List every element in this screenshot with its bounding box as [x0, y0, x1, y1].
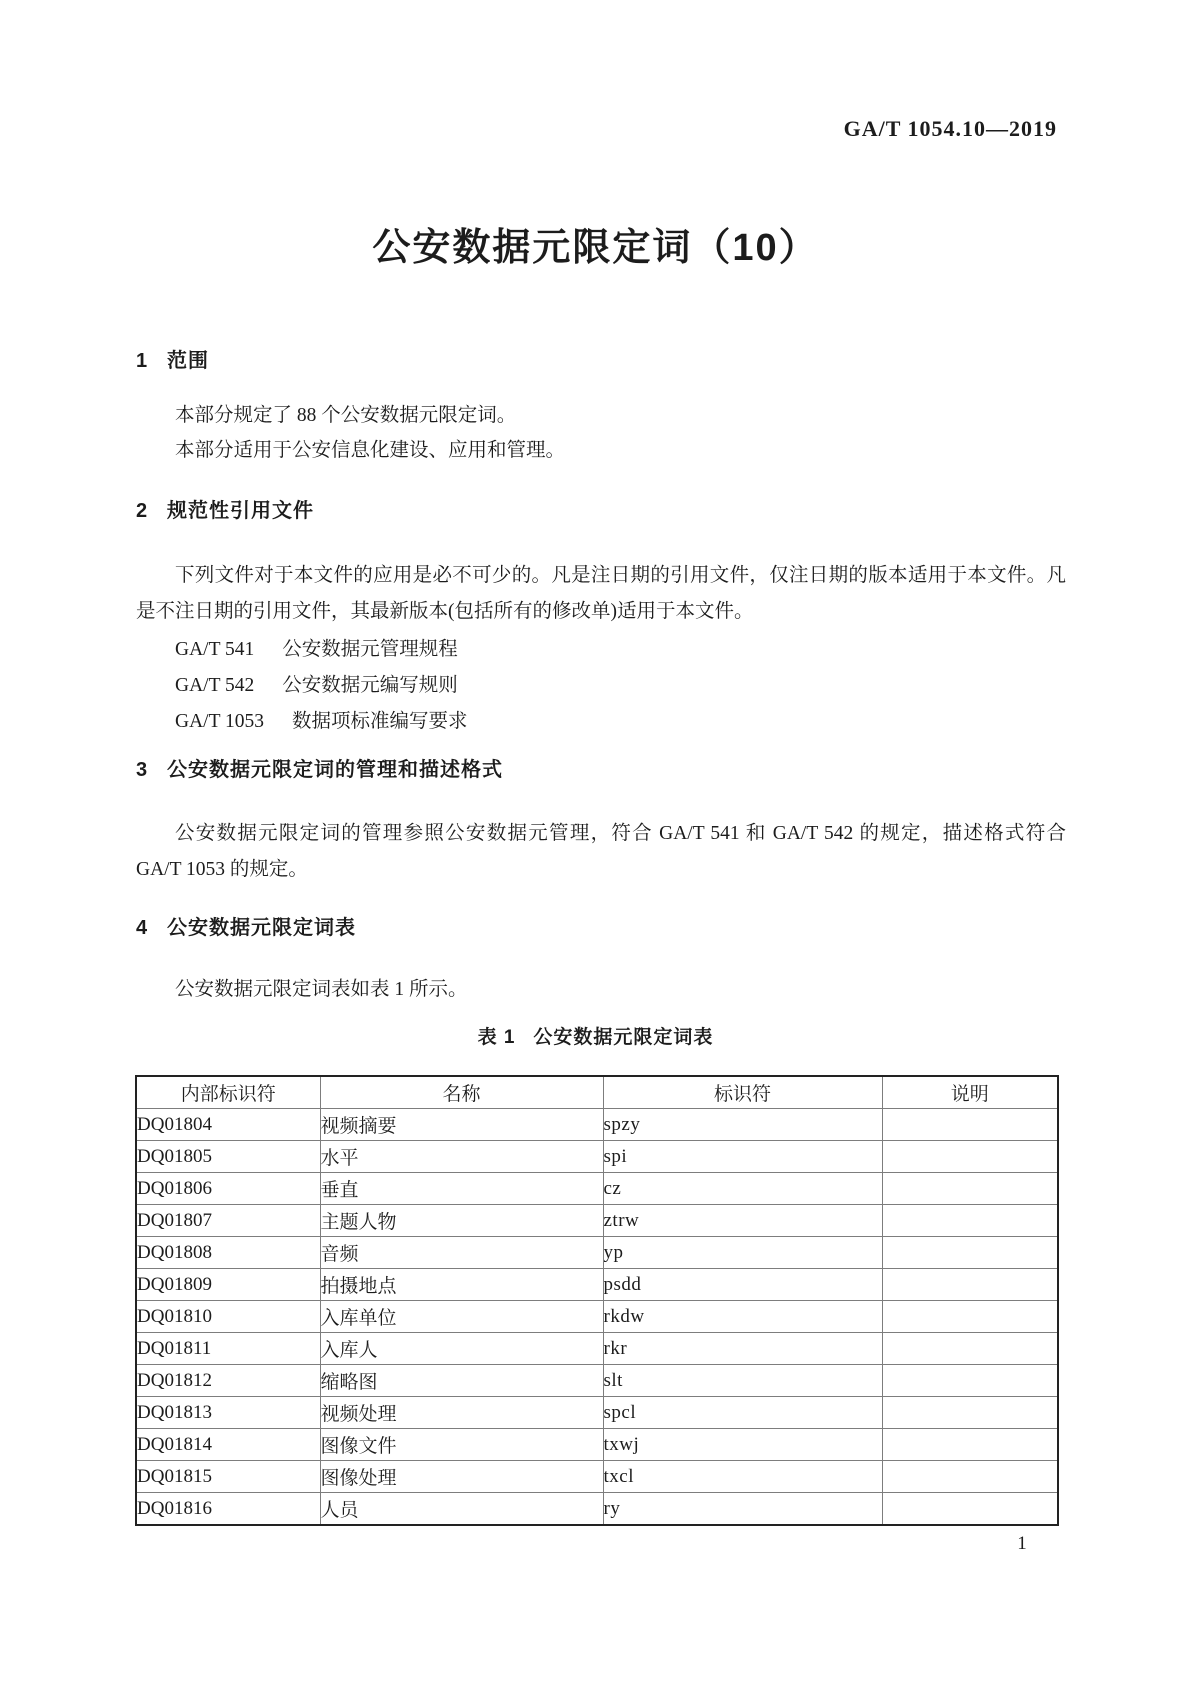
- table-caption-title: 公安数据元限定词表: [533, 1027, 714, 1048]
- cell-internal-id: DQ01811: [136, 1333, 320, 1365]
- cell-internal-id: DQ01810: [136, 1301, 320, 1333]
- table-row: [136, 1397, 1058, 1429]
- cell-identifier: spzy: [603, 1109, 882, 1141]
- cell-name: 音频: [320, 1237, 603, 1269]
- reference-item: [175, 632, 468, 668]
- section-3-heading: [136, 753, 503, 782]
- cell-name: 图像文件: [320, 1429, 603, 1461]
- paragraph: 本部分适用于公安信息化建设、应用和管理。: [175, 440, 566, 461]
- table-caption: [0, 1022, 1191, 1049]
- cell-internal-id: DQ01814: [136, 1429, 320, 1461]
- cell-note: [882, 1333, 1058, 1365]
- reference-item: [175, 668, 468, 704]
- reference-title: 数据项标准编写要求: [292, 711, 468, 732]
- table-row: [136, 1365, 1058, 1397]
- cell-identifier: psdd: [603, 1269, 882, 1301]
- section-2-heading: [136, 494, 314, 523]
- cell-name: 入库单位: [320, 1301, 603, 1333]
- reference-code: GA/T 541: [175, 639, 255, 660]
- table-header-row: [136, 1076, 1058, 1109]
- section-3-body: [136, 816, 1066, 888]
- cell-internal-id: DQ01808: [136, 1237, 320, 1269]
- paragraph: 本部分规定了 88 个公安数据元限定词。: [175, 405, 517, 426]
- table-row: [136, 1205, 1058, 1237]
- table-row: [136, 1429, 1058, 1461]
- section-3-title: 公安数据元限定词的管理和描述格式: [167, 759, 503, 781]
- cell-internal-id: DQ01813: [136, 1397, 320, 1429]
- standard-code: GA/T 1054.10—2019: [843, 116, 1057, 141]
- cell-internal-id: DQ01816: [136, 1493, 320, 1526]
- cell-note: [882, 1365, 1058, 1397]
- table-caption-label: 表 1: [477, 1027, 516, 1048]
- reference-title: 公安数据元管理规程: [282, 639, 458, 660]
- cell-note: [882, 1429, 1058, 1461]
- table-row: [136, 1237, 1058, 1269]
- cell-name: 垂直: [320, 1173, 603, 1205]
- column-header-identifier: 标识符: [603, 1076, 882, 1109]
- cell-identifier: rkr: [603, 1333, 882, 1365]
- cell-name: 主题人物: [320, 1205, 603, 1237]
- cell-note: [882, 1397, 1058, 1429]
- table-row: [136, 1109, 1058, 1141]
- paragraph: 公安数据元限定词的管理参照公安数据元管理，符合 GA/T 541 和 GA/T 542 的规定，描述格式符合 GA/T 1053 的规定。: [136, 823, 1066, 880]
- cell-identifier: ztrw: [603, 1205, 882, 1237]
- page-number: 1: [1017, 1533, 1027, 1554]
- cell-internal-id: DQ01809: [136, 1269, 320, 1301]
- cell-name: 人员: [320, 1493, 603, 1526]
- cell-identifier: spcl: [603, 1397, 882, 1429]
- cell-internal-id: DQ01815: [136, 1461, 320, 1493]
- cell-name: 水平: [320, 1141, 603, 1173]
- document-title: 公安数据元限定词（10）: [372, 227, 819, 269]
- cell-note: [882, 1269, 1058, 1301]
- section-3-number: 3: [136, 759, 149, 781]
- cell-note: [882, 1205, 1058, 1237]
- section-2-title: 规范性引用文件: [167, 500, 314, 522]
- reference-item: [175, 704, 468, 740]
- cell-name: 视频处理: [320, 1397, 603, 1429]
- cell-internal-id: DQ01806: [136, 1173, 320, 1205]
- cell-name: 图像处理: [320, 1461, 603, 1493]
- table-row: [136, 1173, 1058, 1205]
- cell-identifier: txwj: [603, 1429, 882, 1461]
- section-4-title: 公安数据元限定词表: [167, 917, 356, 939]
- section-1-number: 1: [136, 350, 149, 372]
- cell-identifier: ry: [603, 1493, 882, 1526]
- cell-identifier: cz: [603, 1173, 882, 1205]
- cell-identifier: txcl: [603, 1461, 882, 1493]
- column-header-name: 名称: [320, 1076, 603, 1109]
- cell-name: 视频摘要: [320, 1109, 603, 1141]
- reference-title: 公安数据元编写规则: [282, 675, 458, 696]
- section-4-heading: [136, 911, 356, 940]
- cell-note: [882, 1301, 1058, 1333]
- cell-name: 缩略图: [320, 1365, 603, 1397]
- paragraph: 公安数据元限定词表如表 1 所示。: [175, 979, 468, 1000]
- cell-internal-id: DQ01807: [136, 1205, 320, 1237]
- normative-references: [175, 632, 468, 740]
- cell-name: 入库人: [320, 1333, 603, 1365]
- cell-note: [882, 1141, 1058, 1173]
- section-1-title: 范围: [167, 350, 209, 372]
- reference-code: GA/T 1053: [175, 711, 265, 732]
- qualifier-table: [135, 1075, 1059, 1526]
- cell-name: 拍摄地点: [320, 1269, 603, 1301]
- cell-note: [882, 1461, 1058, 1493]
- cell-identifier: rkdw: [603, 1301, 882, 1333]
- cell-identifier: yp: [603, 1237, 882, 1269]
- table-row: [136, 1301, 1058, 1333]
- section-2-number: 2: [136, 500, 149, 522]
- section-4-number: 4: [136, 917, 149, 939]
- cell-internal-id: DQ01812: [136, 1365, 320, 1397]
- paragraph: 下列文件对于本文件的应用是必不可少的。凡是注日期的引用文件，仅注日期的版本适用于本文件。凡是不注日期的引用文件，其最新版本(包括所有的修改单)适用于本文件。: [136, 565, 1066, 622]
- cell-internal-id: DQ01805: [136, 1141, 320, 1173]
- cell-note: [882, 1109, 1058, 1141]
- table-row: [136, 1461, 1058, 1493]
- cell-note: [882, 1493, 1058, 1526]
- column-header-internal-id: 内部标识符: [136, 1076, 320, 1109]
- cell-note: [882, 1173, 1058, 1205]
- cell-identifier: spi: [603, 1141, 882, 1173]
- table-row: [136, 1141, 1058, 1173]
- section-4-body: [136, 972, 1066, 1007]
- cell-internal-id: DQ01804: [136, 1109, 320, 1141]
- cell-identifier: slt: [603, 1365, 882, 1397]
- section-2-body: [136, 558, 1066, 630]
- cell-note: [882, 1237, 1058, 1269]
- section-1-body: [136, 398, 1066, 468]
- table-row: [136, 1333, 1058, 1365]
- table-row: [136, 1269, 1058, 1301]
- table-row: [136, 1493, 1058, 1526]
- reference-code: GA/T 542: [175, 675, 255, 696]
- section-1-heading: [136, 344, 209, 373]
- column-header-note: 说明: [882, 1076, 1058, 1109]
